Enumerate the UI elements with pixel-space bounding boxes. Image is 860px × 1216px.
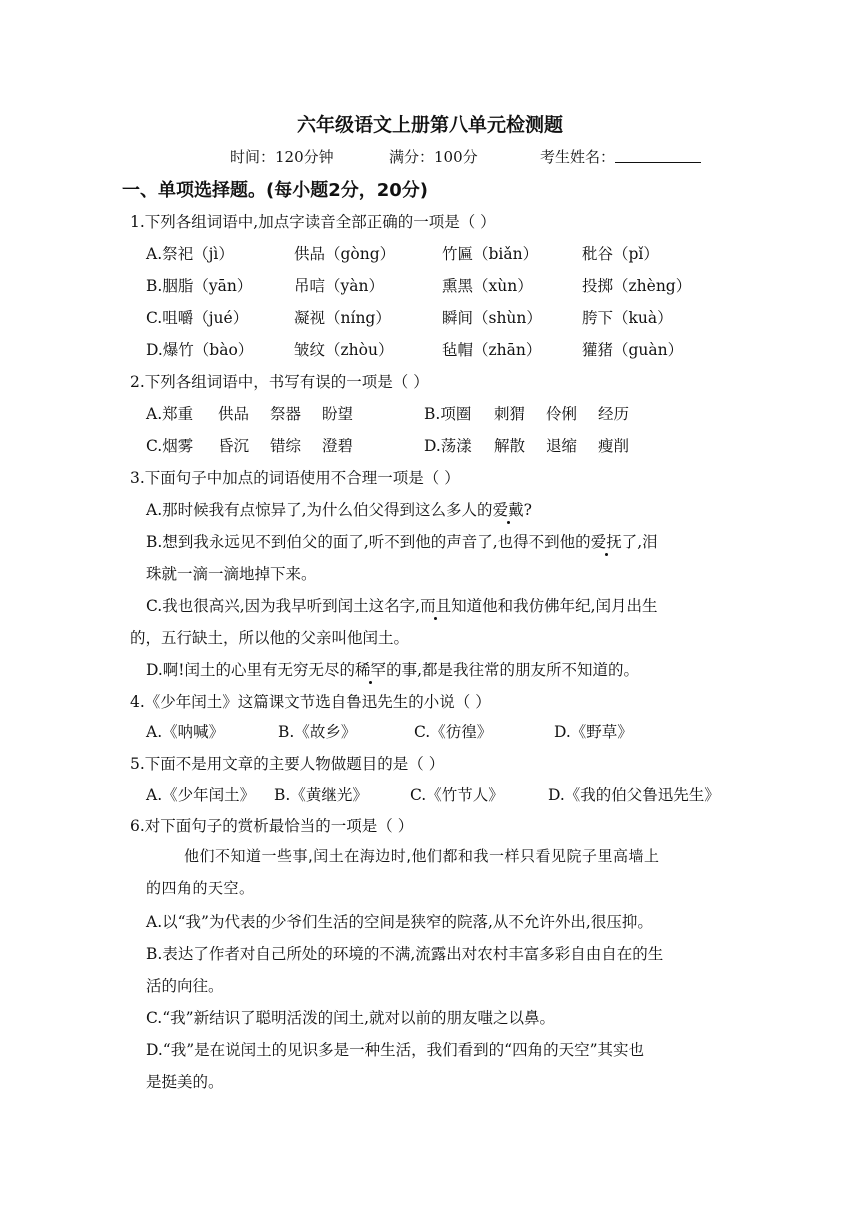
q4-option-c: C.《彷徨》 [414, 723, 493, 741]
q1-c-word-1: C.咀嚼（jué） [146, 309, 249, 327]
q1-a-word-4: 秕谷（pǐ） [582, 245, 659, 263]
q6-option-b-line2: 活的向往。 [146, 977, 224, 995]
q6-option-a: A.以“我”为代表的少爷们生活的空间是狭窄的院落,从不允许外出,很压抑。 [146, 913, 653, 931]
q3-a-text: A.那时候我有点惊异了,为什么伯父得到这么多人的 [146, 501, 493, 519]
q3-option-a [146, 498, 532, 520]
q6-option-d-line1: D.“我”是在说闰土的见识多是一种生活，我们看到的“四角的天空”其实也 [146, 1041, 645, 1059]
q5-option-b: B.《黄继光》 [274, 786, 368, 804]
question-1-stem: 1.下列各组词语中,加点字读音全部正确的一项是（ ） [130, 213, 496, 231]
q2-d-word-2: 解散 [494, 437, 526, 455]
q4-option-d: D.《野草》 [554, 723, 633, 741]
q3-c-dotted-word: 而且 [420, 597, 452, 615]
q1-b-word-1: B.胭脂（yān） [146, 277, 253, 295]
q1-d-word-4: 獾猪（guàn） [582, 341, 684, 359]
q3-c-end: 知道他和我仿佛年纪,闰月出生 [451, 597, 658, 615]
student-name-label: 考生姓名： [540, 148, 616, 166]
student-name-field [540, 146, 615, 167]
q2-d-word-1: D.荡漾 [424, 437, 472, 455]
exam-time: 时间：120分钟 [230, 148, 334, 166]
q4-option-b: B.《故乡》 [278, 723, 357, 741]
q2-b-word-1: B.项圈 [424, 405, 472, 423]
q6-quote-line2: 的四角的天空。 [146, 879, 255, 897]
q6-option-d-line2: 是挺美的。 [146, 1073, 224, 1091]
question-5-stem: 5.下面不是用文章的主要人物做题目的是（ ） [130, 755, 445, 773]
q1-b-word-2: 吊唁（yàn） [294, 277, 384, 295]
q1-d-word-2: 皱纹（zhòu） [294, 341, 394, 359]
q1-d-word-1: D.爆竹（bào） [146, 341, 254, 359]
q3-option-d [146, 658, 639, 680]
q1-b-word-4: 投掷（zhèng） [582, 277, 692, 295]
q3-b-end: 了,泪 [621, 533, 658, 551]
q2-d-word-4: 瘦削 [598, 437, 630, 455]
q2-c-word-3: 错综 [270, 437, 302, 455]
q3-b-text: B.想到我永远见不到伯父的面了,听不到他的声音了,也得不到他的 [146, 533, 591, 551]
q3-option-c-line1 [146, 594, 658, 616]
q6-option-b-line1: B.表达了作者对自己所处的环境的不满,流露出对农村丰富多彩自由自在的生 [146, 945, 664, 963]
q3-d-text: D.啊!闰土的心里有无穷无尽的 [146, 661, 356, 679]
q2-a-word-3: 祭器 [270, 405, 302, 423]
question-2-stem: 2.下列各组词语中，书写有误的一项是（ ） [130, 373, 429, 391]
q2-b-word-3: 伶俐 [546, 405, 578, 423]
page-title: 六年级语文上册第八单元检测题 [296, 114, 563, 136]
q3-d-end: 的事,都是我往常的朋友所不知道的。 [386, 661, 639, 679]
q1-a-word-3: 竹匾（biǎn） [442, 245, 539, 263]
q1-c-word-4: 胯下（kuà） [582, 309, 673, 327]
q4-option-a: A.《呐喊》 [146, 723, 225, 741]
q2-d-word-3: 退缩 [546, 437, 578, 455]
q3-a-dotted-word: 爱戴 [492, 501, 524, 519]
q1-a-word-1: A.祭祀（jì） [146, 245, 234, 263]
q1-b-word-3: 熏黑（xùn） [442, 277, 533, 295]
question-6-stem: 6.对下面句子的赏析最恰当的一项是（ ） [130, 817, 414, 835]
q5-option-d: D.《我的伯父鲁迅先生》 [548, 786, 720, 804]
question-3-stem: 3.下面句子中加点的词语使用不合理一项是（ ） [130, 469, 460, 487]
question-4-stem: 4.《少年闰土》这篇课文节选自鲁迅先生的小说（ ） [130, 693, 491, 711]
q3-d-dotted-word: 稀罕 [355, 661, 387, 679]
q1-c-word-3: 瞬间（shùn） [442, 309, 542, 327]
q2-c-word-1: C.烟雾 [146, 437, 194, 455]
q2-c-word-2: 昏沉 [218, 437, 250, 455]
exam-score: 满分：100分 [389, 148, 478, 166]
section-heading-1: 一、单项选择题。(每小题2分，20分) [122, 180, 429, 201]
q3-option-b-line2: 珠就一滴一滴地掉下来。 [146, 565, 317, 583]
name-blank [615, 146, 701, 163]
q3-c-text: C.我也很高兴,因为我早听到闰土这名字, [146, 597, 421, 615]
q1-a-word-2: 供品（gòng） [294, 245, 396, 263]
q3-b-dotted-word: 爱抚 [590, 533, 622, 551]
q2-a-word-2: 供品 [218, 405, 250, 423]
exam-meta [230, 146, 790, 168]
q6-option-c: C.“我”新结识了聪明活泼的闰土,就对以前的朋友嗤之以鼻。 [146, 1009, 556, 1027]
q6-quote-line1: 他们不知道一些事,闰土在海边时,他们都和我一样只看见院子里高墙上 [184, 847, 660, 865]
q5-option-c: C.《竹节人》 [410, 786, 504, 804]
q3-option-c-line2: 的，五行缺土，所以他的父亲叫他闰土。 [130, 629, 410, 647]
q5-option-a: A.《少年闰土》 [146, 786, 256, 804]
q2-b-word-2: 刺猬 [494, 405, 526, 423]
q3-option-b-line1 [146, 530, 658, 552]
q2-a-word-1: A.郑重 [146, 405, 194, 423]
q3-a-end: ? [523, 501, 532, 519]
q2-c-word-4: 澄碧 [322, 437, 354, 455]
q2-b-word-4: 经历 [598, 405, 630, 423]
q2-a-word-4: 盼望 [322, 405, 354, 423]
q1-d-word-3: 毡帽（zhān） [442, 341, 542, 359]
q1-c-word-2: 凝视（níng） [294, 309, 391, 327]
